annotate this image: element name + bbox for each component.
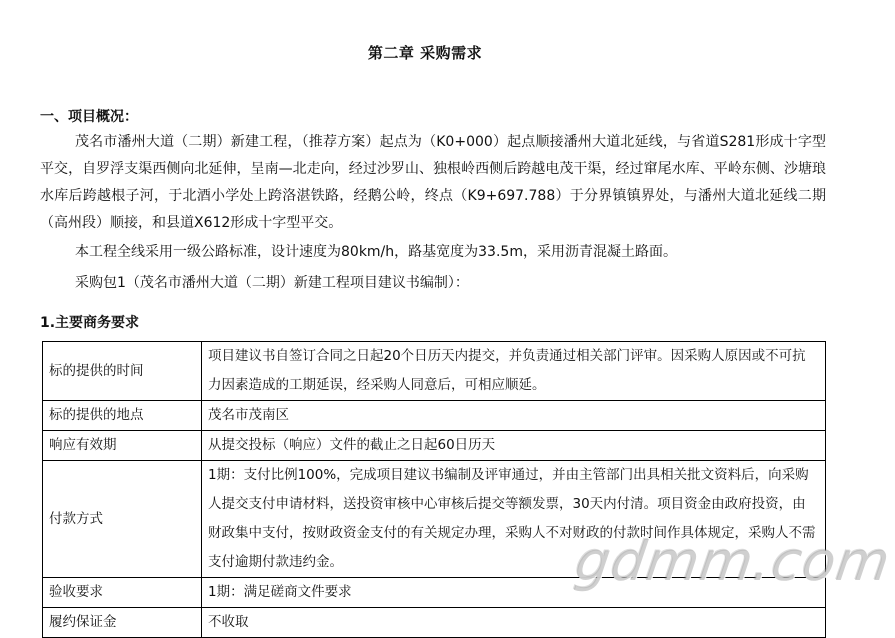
- row-label: 标的提供的地点: [43, 401, 202, 431]
- table-row: [43, 431, 826, 461]
- section-heading: 一、项目概况：: [40, 109, 138, 125]
- subsection-heading: 1.主要商务要求: [40, 315, 140, 331]
- row-content: 不收取: [202, 608, 826, 638]
- design-standard-paragraph: 本工程全线采用一级公路标准，设计速度为80km/h，路基宽度为33.5m，采用沥青混凝土路面。: [75, 244, 677, 260]
- row-label: 标的提供的时间: [43, 342, 202, 401]
- row-label: 验收要求: [43, 578, 202, 608]
- row-content: 从提交投标（响应）文件的截止之日起60日历天: [202, 431, 826, 461]
- chapter-title: 第二章 采购需求: [367, 44, 483, 62]
- table-row: [43, 342, 826, 401]
- row-label: 付款方式: [43, 461, 202, 578]
- table-row: [43, 608, 826, 638]
- site-watermark: gdmm.com: [571, 530, 895, 593]
- row-content: 1期：满足磋商文件要求: [202, 578, 826, 608]
- procurement-package-paragraph: 采购包1（茂名市潘州大道（二期）新建工程项目建议书编制）：: [75, 275, 469, 291]
- row-label: 履约保证金: [43, 608, 202, 638]
- row-content: 1期：支付比例100%，完成项目建议书编制及评审通过，并由主管部门出具相关批文资料后，向采购人提交支付申请材料，送投资审核中心审核后提交等额发票，30天内付清。项目资金由政府投资，由财政集中支付，按财政资金支付的有关规定办理，采购人不对财政的付款时间作具体规定，采购人不需支付逾期付款违约金。: [202, 461, 826, 578]
- business-requirements-table: [42, 341, 826, 638]
- row-content: 茂名市茂南区: [202, 401, 826, 431]
- table-row: [43, 401, 826, 431]
- row-label: 响应有效期: [43, 431, 202, 461]
- row-content: 项目建议书自签订合同之日起20个日历天内提交，并负责通过相关部门评审。因采购人原因或不可抗力因素造成的工期延误，经采购人同意后，可相应顺延。: [202, 342, 826, 401]
- project-overview-paragraph: 茂名市潘州大道（二期）新建工程，（推荐方案）起点为（K0+000）起点顺接潘州大道北延线，与省道S281形成十字型平交，自罗浮支渠西侧向北延伸，呈南—北走向，经过沙罗山、独根岭西侧后跨越电茂干渠，经过窜尾水库、平岭东侧、沙塘琅水库后跨越根子河，于北酒小学处上跨洛湛铁路，经鹅公岭，终点（K9+697.788）于分界镇镇界处，与潘州大道北延线二期（高州段）顺接，和县道X612形成十字型平交。: [40, 134, 826, 231]
